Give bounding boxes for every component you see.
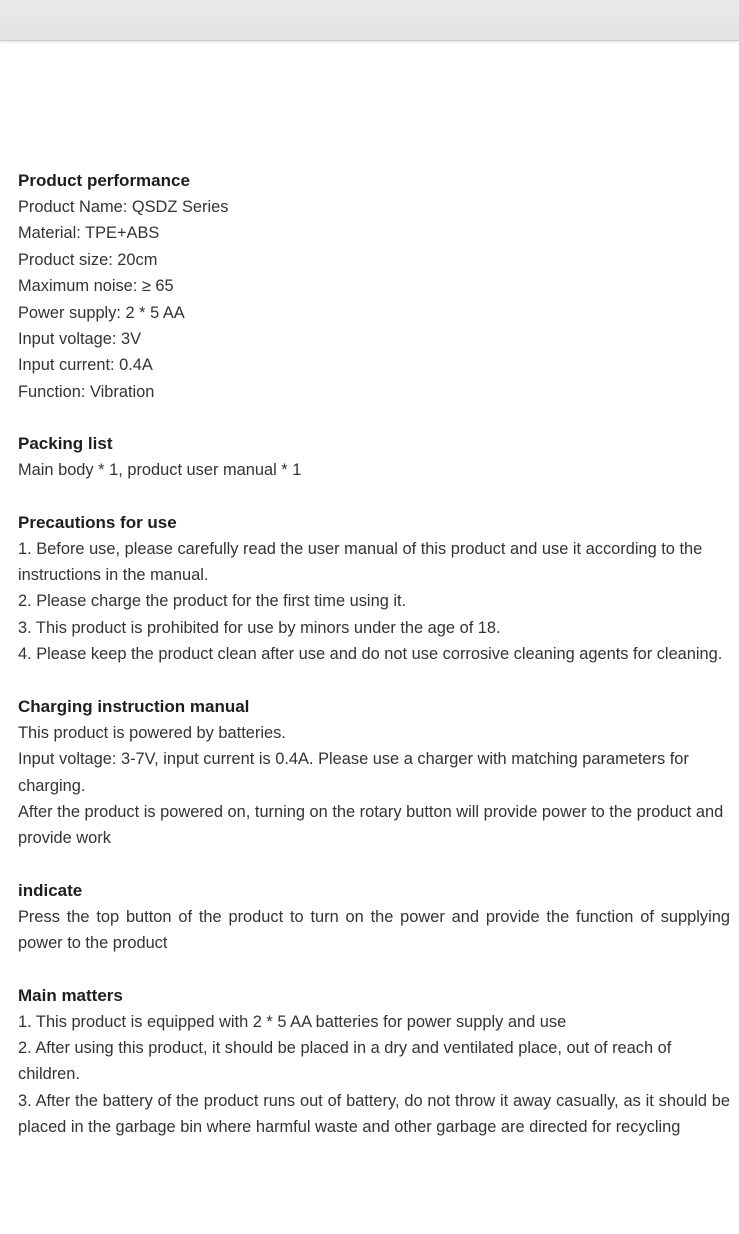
top-bar (0, 0, 739, 41)
spec-input-current: Input current: 0.4A (18, 356, 153, 375)
precaution-item: 4. Please keep the product clean after use and do not use corrosive cleaning agents for cleaning. (18, 645, 723, 664)
charging-item: Input voltage: 3-7V, input current is 0.4A. Please use a charger with matching parameters for charging. (18, 750, 689, 795)
section-title: indicate (18, 880, 83, 900)
spec-function: Function: Vibration (18, 382, 155, 401)
precaution-item: 3. This product is prohibited for use by minors under the age of 18. (18, 618, 501, 637)
main-matter-item: 1. This product is equipped with 2 * 5 AA batteries for power supply and use (18, 1012, 567, 1031)
spec-product-name: Product Name: QSDZ Series (18, 198, 229, 216)
section-charging-instructions (18, 694, 730, 852)
section-indicate (18, 878, 730, 957)
section-title: Precautions for use (18, 512, 177, 532)
section-title: Charging instruction manual (18, 696, 250, 716)
section-main-matters (18, 983, 730, 1141)
section-title: Product performance (18, 171, 190, 190)
spec-input-voltage: Input voltage: 3V (18, 330, 142, 349)
section-title: Packing list (18, 434, 113, 454)
main-matter-item: 3. After the battery of the product runs out of battery, do not throw it away casually, as it should be placed in the garbage bin where harmful waste and other garbage are directed for recycling (18, 1091, 730, 1137)
precaution-item: 1. Before use, please carefully read the user manual of this product and use it according to the instructions in the manual. (18, 539, 703, 585)
manual-document (18, 168, 730, 1167)
charging-item: This product is powered by batteries. (18, 723, 286, 742)
section-title: Main matters (18, 985, 123, 1005)
section-precautions (18, 510, 730, 668)
precaution-item: 2. Please charge the product for the first time using it. (18, 592, 407, 611)
section-product-performance (18, 168, 730, 405)
spec-power-supply: Power supply: 2 * 5 AA (18, 303, 185, 322)
spec-material: Material: TPE+ABS (18, 224, 160, 243)
packing-item: Main body * 1, product user manual * 1 (18, 461, 302, 480)
spec-maximum-noise: Maximum noise: ≥ 65 (18, 277, 174, 296)
indicate-item: Press the top button of the product to turn on the power and provide the function of supplying power to the product (18, 907, 730, 953)
spec-product-size: Product size: 20cm (18, 250, 158, 269)
charging-item: After the product is powered on, turning on the rotary button will provide power to the product and provide work (18, 802, 724, 848)
section-packing-list (18, 431, 730, 483)
main-matter-item: 2. After using this product, it should be placed in a dry and ventilated place, out of reach of children. (18, 1038, 672, 1084)
